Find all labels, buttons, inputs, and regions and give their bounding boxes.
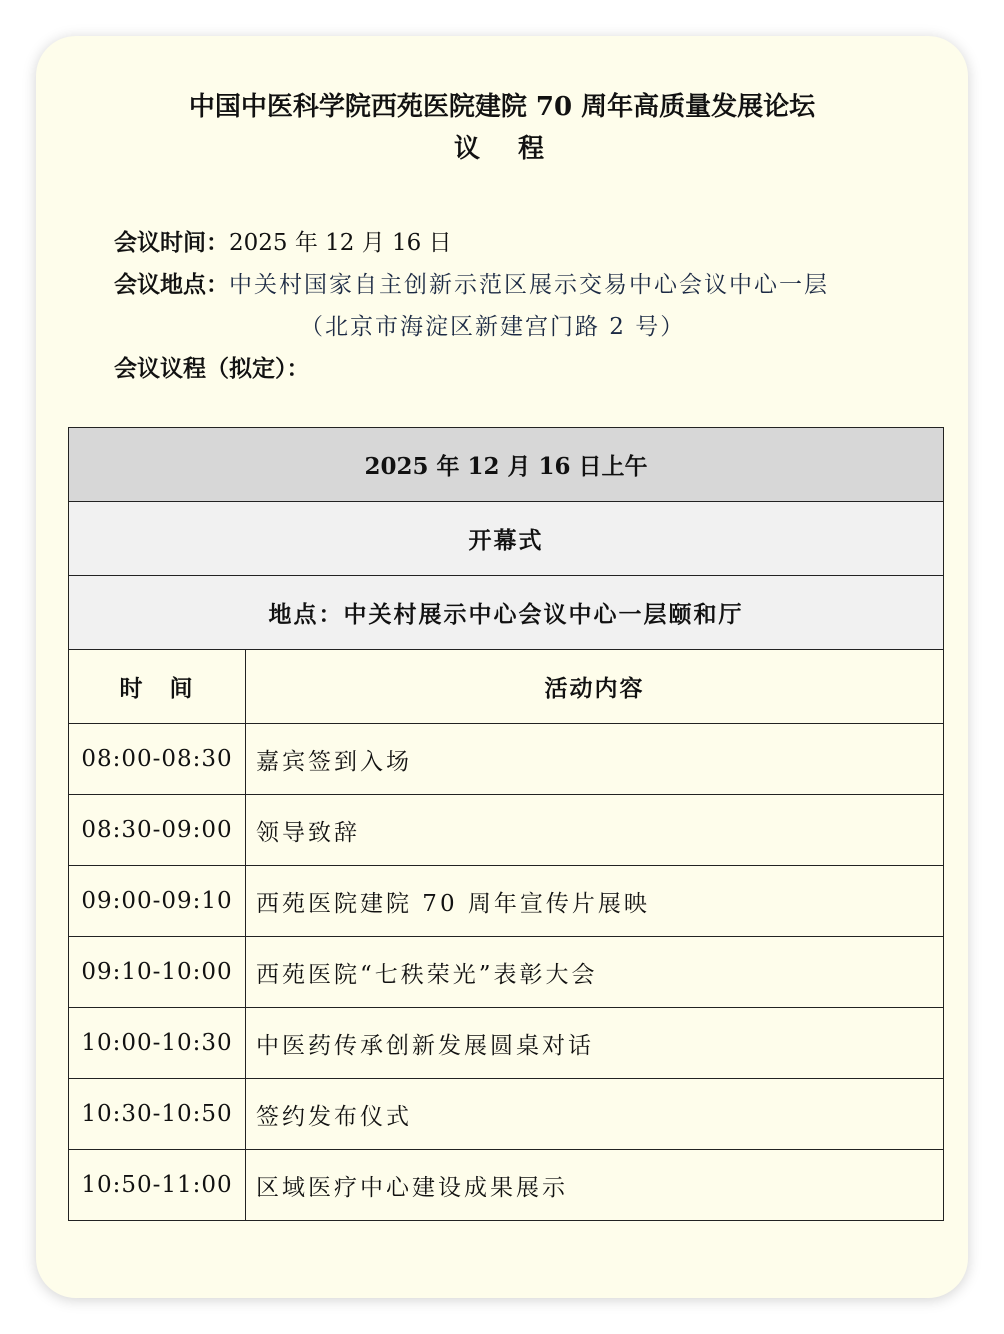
meeting-place-value: 中关村国家自主创新示范区展示交易中心会议中心一层 xyxy=(229,272,829,298)
agenda-table xyxy=(68,427,944,1221)
page-subtitle: 议 程 xyxy=(453,134,550,164)
column-header-row xyxy=(69,650,944,724)
table-row xyxy=(69,866,944,937)
row-activity: 西苑医院“七秩荣光”表彰大会 xyxy=(246,937,944,1008)
table-row xyxy=(69,1079,944,1150)
session-title: 开幕式 xyxy=(69,502,944,576)
row-time: 08:00-08:30 xyxy=(69,724,246,795)
row-time: 08:30-09:00 xyxy=(69,795,246,866)
row-activity: 西苑医院建院 70 周年宣传片展映 xyxy=(246,866,944,937)
meeting-place-label: 会议地点： xyxy=(114,271,229,298)
table-row xyxy=(69,795,944,866)
date-header-row xyxy=(69,428,944,502)
column-header-activity: 活动内容 xyxy=(246,650,944,724)
meeting-place xyxy=(114,266,829,299)
page-title: 中国中医科学院西苑医院建院 70 周年高质量发展论坛 xyxy=(188,92,816,122)
row-time: 10:50-11:00 xyxy=(69,1150,246,1221)
column-header-time: 时 间 xyxy=(69,650,246,724)
table-row xyxy=(69,724,944,795)
row-activity: 领导致辞 xyxy=(246,795,944,866)
date-header: 2025 年 12 月 16 日上午 xyxy=(69,428,944,502)
row-time: 10:30-10:50 xyxy=(69,1079,246,1150)
table-row xyxy=(69,1150,944,1221)
row-activity: 签约发布仪式 xyxy=(246,1079,944,1150)
meeting-time-label: 会议时间： xyxy=(114,229,229,256)
table-row xyxy=(69,1008,944,1079)
agenda-label: 会议议程（拟定）： xyxy=(114,355,310,382)
meeting-time xyxy=(114,224,452,257)
meeting-time-value: 2025 年 12 月 16 日 xyxy=(229,230,452,256)
session-row xyxy=(69,502,944,576)
row-activity: 嘉宾签到入场 xyxy=(246,724,944,795)
meeting-address: （北京市海淀区新建宫门路 2 号） xyxy=(300,314,686,340)
row-activity: 区域医疗中心建设成果展示 xyxy=(246,1150,944,1221)
row-time: 09:00-09:10 xyxy=(69,866,246,937)
row-time: 10:00-10:30 xyxy=(69,1008,246,1079)
session-location: 地点：中关村展示中心会议中心一层颐和厅 xyxy=(69,576,944,650)
location-row xyxy=(69,576,944,650)
row-activity: 中医药传承创新发展圆桌对话 xyxy=(246,1008,944,1079)
table-row xyxy=(69,937,944,1008)
row-time: 09:10-10:00 xyxy=(69,937,246,1008)
